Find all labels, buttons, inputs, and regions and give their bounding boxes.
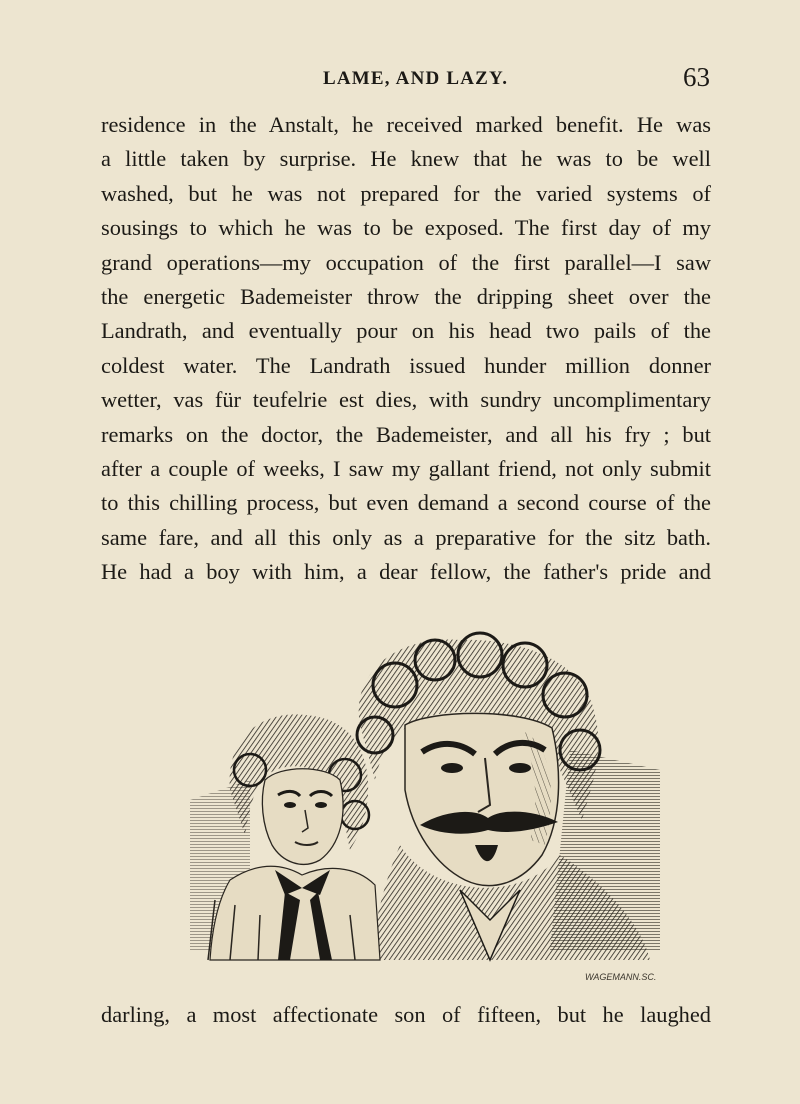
page-number: 63 xyxy=(683,62,710,92)
text-line: same fare, and all this only as a preparative for the sitz bath. xyxy=(101,524,711,550)
engraving-illustration xyxy=(190,630,670,990)
engraving-svg xyxy=(190,630,670,990)
text-line: the energetic Bademeister throw the dripping sheet over the xyxy=(101,283,711,309)
text-line: to this chilling process, but even demand a second course of the xyxy=(101,490,711,516)
body-text xyxy=(101,108,711,589)
text-line: a little taken by surprise. He knew that he was to be well xyxy=(101,146,711,172)
boy-collar xyxy=(208,866,380,960)
text-line: wetter, vas für teufelrie est dies, with sundry uncomplimentary xyxy=(101,387,711,413)
text-line: remarks on the doctor, the Bademeister, and all his fry ; but xyxy=(101,421,711,447)
text-line: Landrath, and eventually pour on his head two pails of the xyxy=(101,318,711,344)
page-header xyxy=(100,62,710,102)
boy-face xyxy=(262,769,343,865)
text-line: coldest water. The Landrath issued hunder million donner xyxy=(101,352,711,378)
text-line: He had a boy with him, a dear fellow, the father's pride and xyxy=(101,559,711,585)
man-face xyxy=(405,713,559,885)
text-line: grand operations—my occupation of the first parallel—I saw xyxy=(101,249,711,275)
running-title: LAME, AND LAZY. xyxy=(323,68,509,89)
text-line: residence in the Anstalt, he received marked benefit. He was xyxy=(101,112,711,137)
text-line: after a couple of weeks, I saw my gallant friend, not only submit xyxy=(101,455,711,481)
text-line: sousings to which he was to be exposed. The first day of my xyxy=(101,215,711,241)
text-line: washed, but he was not prepared for the varied systems of xyxy=(101,180,711,206)
engraver-mark: WAGEMANN.SC. xyxy=(585,972,657,982)
text-line-continued: darling, a most affectionate son of fifteen, but he laughed xyxy=(101,1002,711,1027)
